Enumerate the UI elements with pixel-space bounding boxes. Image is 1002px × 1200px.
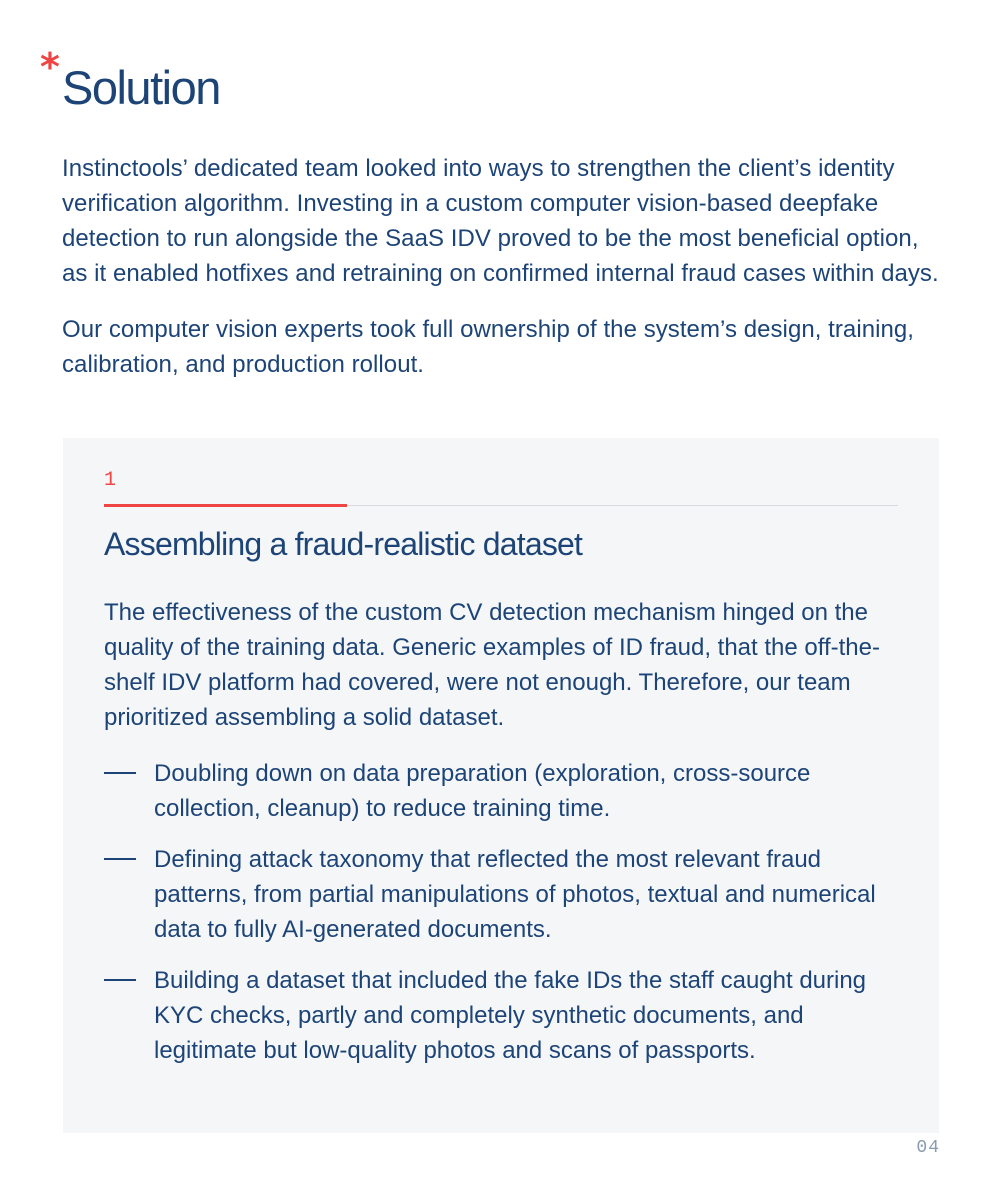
intro-paragraph: Instinctools’ dedicated team looked into ways to strengthen the client’s identity verification algorithm. Investing in a custom computer vision-based deepfake detection to run alongside the SaaS IDV proved to be the most beneficial option, as it enabled hotfixes and retraining on confirmed internal fraud cases within days. — [62, 155, 939, 287]
intro-paragraph: Our computer vision experts took full ownership of the system’s design, training, calibration, and production rollout. — [62, 316, 915, 378]
dash-icon — [104, 858, 136, 860]
list-item-text: Doubling down on data preparation (exploration, cross-source collection, cleanup) to reduce training time. — [154, 760, 811, 822]
step-card — [63, 438, 939, 1133]
step-number: 1 — [104, 469, 117, 492]
page-number: 04 — [916, 1138, 940, 1158]
step-divider-accent — [104, 504, 347, 507]
intro-section — [62, 151, 942, 403]
dash-icon — [104, 772, 136, 774]
step-bullet-list — [104, 756, 904, 1084]
page-title: Solution — [62, 61, 220, 114]
list-item — [104, 756, 904, 826]
dash-icon — [104, 979, 136, 981]
step-heading: Assembling a fraud-realistic dataset — [104, 526, 583, 562]
list-item-text: Building a dataset that included the fake IDs the staff caught during KYC checks, partly and completely synthetic documents, and legitimate but low-quality photos and scans of passports. — [154, 967, 867, 1064]
step-body: The effectiveness of the custom CV detection mechanism hinged on the quality of the training data. Generic examples of ID fraud, that the off-the-shelf IDV platform had covered, were not enough. Therefore, our team prioritized assembling a solid dataset. — [104, 599, 880, 731]
asterisk-icon: * — [40, 45, 60, 89]
list-item — [104, 842, 904, 947]
list-item — [104, 963, 904, 1068]
list-item-text: Defining attack taxonomy that reflected the most relevant fraud patterns, from partial manipulations of photos, textual and numerical data to fully AI-generated documents. — [154, 846, 876, 943]
